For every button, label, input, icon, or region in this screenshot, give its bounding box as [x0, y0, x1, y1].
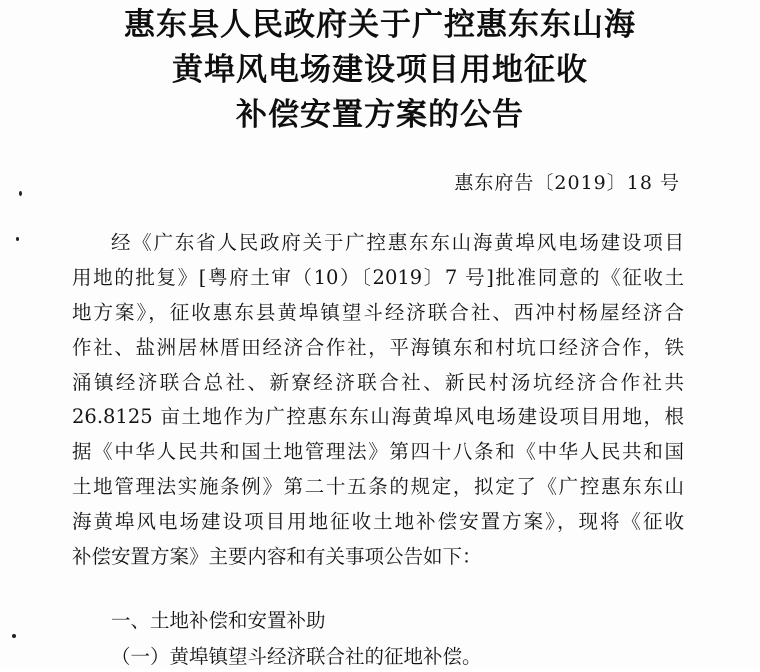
subsection-heading: （一）黄埠镇望斗经济联合社的征地补偿。	[111, 645, 482, 668]
body-line: 补偿安置方案》主要内容和有关事项公告如下：	[72, 545, 482, 569]
body-line: 作社、盐洲居林厝田经济合作社，平海镇东和村坑口经济合作，铁	[72, 335, 684, 359]
scan-speck	[12, 634, 16, 638]
document-number: 惠东府告〔2019〕18 号	[454, 172, 680, 194]
body-line: 经《广东省人民政府关于广控惠东东山海黄埠风电场建设项目	[111, 231, 684, 254]
scan-speck	[16, 237, 19, 241]
title-line-1: 惠东县人民政府关于广控惠东东山海	[124, 7, 636, 43]
body-line: 据《中华人民共和国土地管理法》第四十八条和《中华人民共和国	[72, 440, 684, 464]
title-line-2: 黄埠风电场建设项目用地征收	[172, 52, 588, 88]
body-line: 土地管理法实施条例》第二十五条的规定，拟定了《广控惠东东山	[72, 475, 684, 499]
body-line: 地方案》，征收惠东县黄埠镇望斗经济联合社、西冲村杨屋经济合	[72, 300, 684, 324]
body-paragraph	[72, 226, 684, 575]
title-line-3: 补偿安置方案的公告	[236, 97, 524, 133]
body-line: 海黄埠风电场建设项目用地征收土地补偿安置方案》，现将《征收	[72, 510, 684, 534]
body-line: 26.8125 亩土地作为广控惠东东山海黄埠风电场建设项目用地，根	[72, 405, 684, 429]
section-heading: 一、土地补偿和安置补助	[111, 609, 326, 632]
scan-speck	[19, 191, 22, 196]
body-line: 用地的批复》[粤府土审（10）〔2019〕7 号]批准同意的《征收土	[72, 265, 684, 289]
body-line: 涌镇经济联合总社、新寮经济联合社、新民村汤坑经济合作社共	[72, 370, 684, 394]
